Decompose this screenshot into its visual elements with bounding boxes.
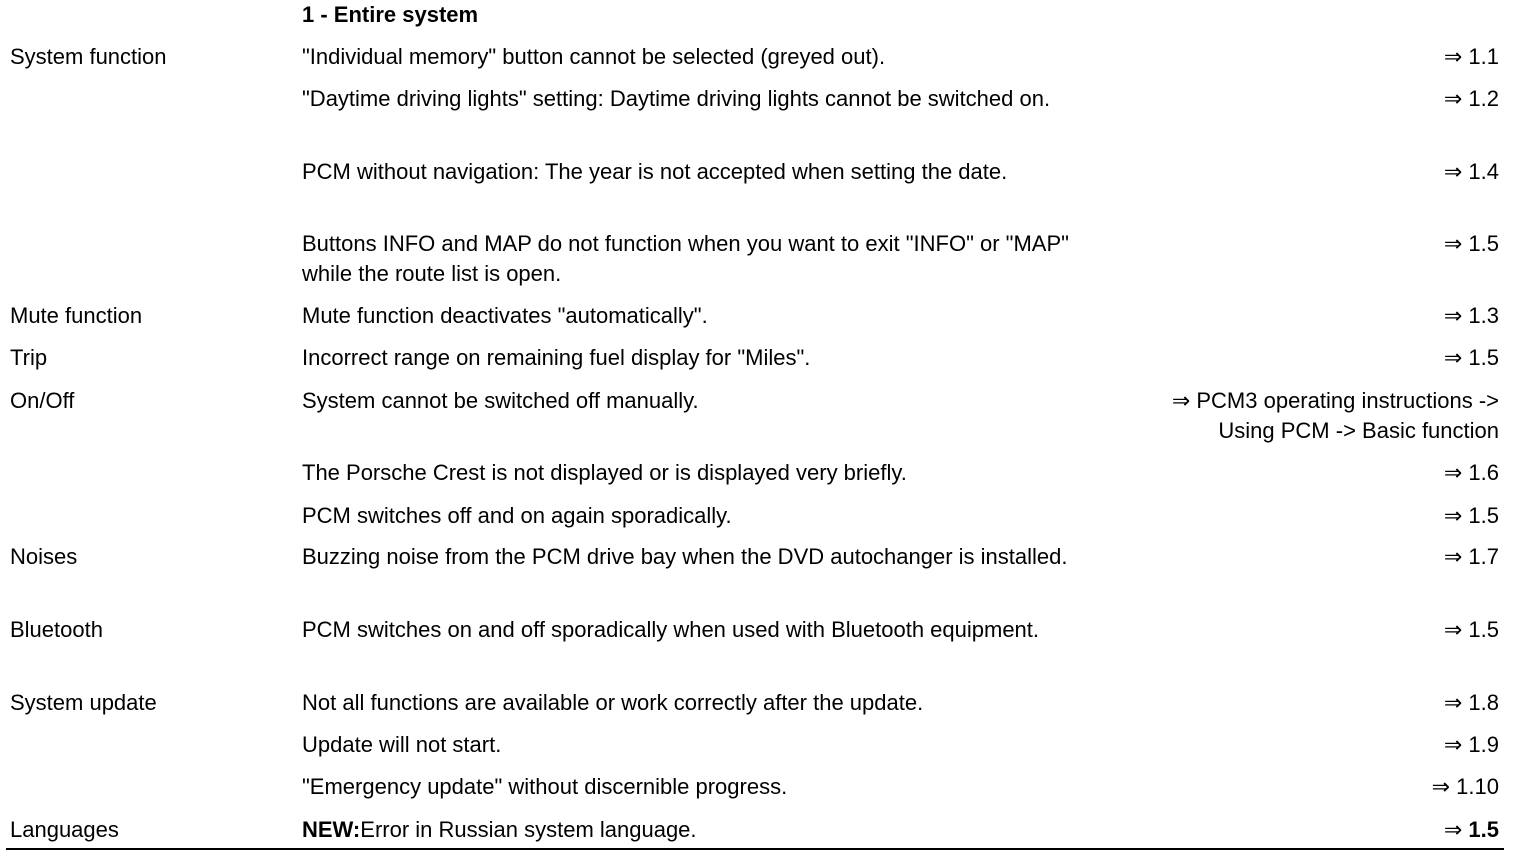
row-description: Mute function deactivates "automatically". (302, 303, 708, 328)
row-reference: ⇒ 1.2 (1443, 86, 1499, 111)
row-description: PCM without navigation: The year is not accepted when setting the date. (302, 159, 1008, 184)
row-description: System cannot be switched off manually. (302, 388, 699, 413)
category-system-update: System update (10, 690, 157, 715)
row-reference: ⇒ 1.10 (1431, 774, 1499, 799)
category-bluetooth: Bluetooth (10, 617, 103, 642)
row-description: Not all functions are available or work correctly after the update. (302, 690, 924, 715)
reference-line: ⇒ PCM3 operating instructions -> (1171, 388, 1499, 413)
reference-line: Using PCM -> Basic function (1218, 418, 1499, 443)
row-description: "Individual memory" button cannot be selected (greyed out). (302, 44, 886, 69)
category-languages: Languages (10, 817, 119, 842)
new-badge: NEW: (302, 817, 361, 842)
row-reference: ⇒ 1.4 (1443, 159, 1499, 184)
row-reference: ⇒ 1.5 (1443, 503, 1499, 528)
row-description: The Porsche Crest is not displayed or is displayed very briefly. (302, 460, 907, 485)
row-reference: ⇒ 1.5 (1443, 231, 1499, 256)
bottom-rule (6, 848, 1504, 850)
row-reference: ⇒ 1.7 (1443, 544, 1499, 569)
category-trip: Trip (10, 345, 48, 370)
row-description: "Daytime driving lights" setting: Daytime driving lights cannot be switched on. (302, 86, 1051, 111)
row-description: Buzzing noise from the PCM drive bay when the DVD autochanger is installed. (302, 544, 1068, 569)
reference-arrow: ⇒ (1443, 817, 1469, 842)
row-description: Incorrect range on remaining fuel display for "Miles". (302, 345, 811, 370)
section-title: 1 - Entire system (302, 2, 479, 27)
row-description: PCM switches off and on again sporadically. (302, 503, 732, 528)
row-reference: ⇒ 1.5 (1443, 345, 1499, 370)
row-reference (1079, 815, 1499, 845)
row-reference: ⇒ 1.6 (1443, 460, 1499, 485)
row-reference (1079, 386, 1499, 446)
row-description (302, 815, 1092, 845)
row-description: "Emergency update" without discernible progress. (302, 774, 788, 799)
row-reference: ⇒ 1.8 (1443, 690, 1499, 715)
reference-number: 1.5 (1468, 817, 1499, 842)
description-text: Error in Russian system language. (360, 817, 697, 842)
category-noises: Noises (10, 544, 78, 569)
row-reference: ⇒ 1.1 (1443, 44, 1499, 69)
category-system-function: System function (10, 44, 167, 69)
category-mute-function: Mute function (10, 303, 143, 328)
category-on-off: On/Off (10, 388, 75, 413)
row-description: Buttons INFO and MAP do not function when you want to exit "INFO" or "MAP" while the route list is open. (302, 231, 1069, 286)
row-reference: ⇒ 1.3 (1443, 303, 1499, 328)
row-description: PCM switches on and off sporadically when used with Bluetooth equipment. (302, 617, 1040, 642)
row-reference: ⇒ 1.5 (1443, 617, 1499, 642)
row-reference: ⇒ 1.9 (1443, 732, 1499, 757)
row-description: Update will not start. (302, 732, 502, 757)
